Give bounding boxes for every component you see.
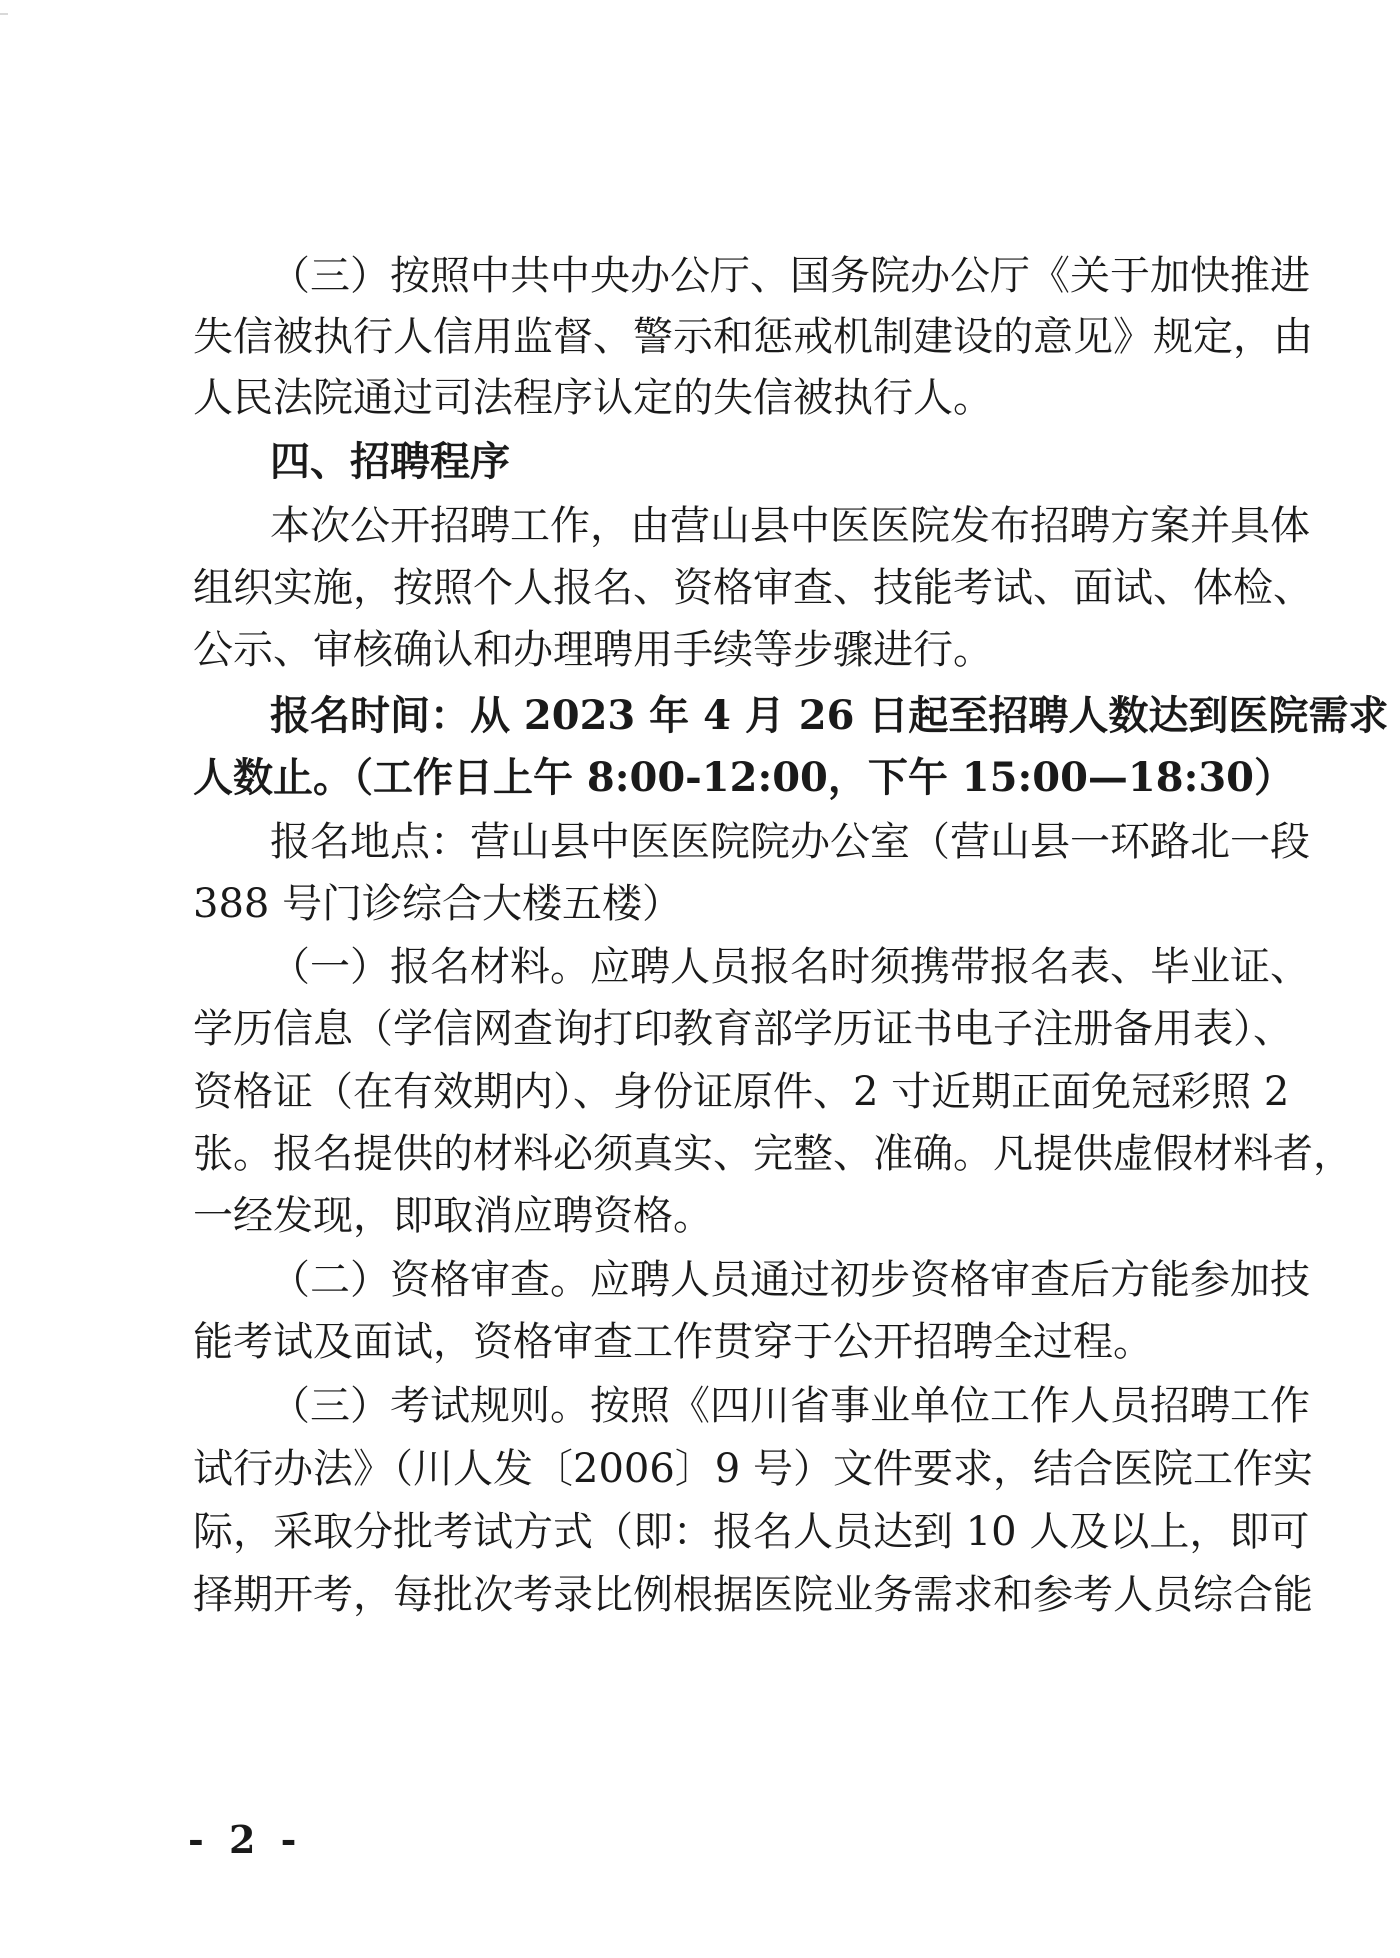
paragraph-line: 择期开考，每批次考录比例根据医院业务需求和参考人员综合能 [193,1572,1313,1618]
registration-location-line: 报名地点：营山县中医医院院办公室（营山县一环路北一段 [270,819,1310,865]
registration-time-line: 报名时间：从 2023 年 4 月 26 日起至招聘人数达到医院需求 [270,692,1389,739]
paragraph-line: （一）报名材料。应聘人员报名时须携带报名表、毕业证、 [270,944,1310,990]
paragraph-line: 资格证（在有效期内）、身份证原件、2 寸近期正面免冠彩照 2 [193,1069,1290,1115]
page-number: - 2 - [188,1817,303,1862]
paragraph-line: 一经发现，即取消应聘资格。 [193,1193,713,1239]
section-heading: 四、招聘程序 [270,439,510,485]
paragraph-line: （二）资格审查。应聘人员通过初步资格审查后方能参加技 [270,1257,1310,1303]
paragraph-line: 试行办法》（川人发〔2006〕9 号）文件要求，结合医院工作实 [193,1446,1313,1492]
paragraph-line: 学历信息（学信网查询打印教育部学历证书电子注册备用表）、 [193,1006,1293,1052]
paragraph-line: 失信被执行人信用监督、警示和惩戒机制建设的意见》规定，由 [193,314,1313,360]
paragraph-line: （三）考试规则。按照《四川省事业单位工作人员招聘工作 [270,1383,1310,1429]
paragraph-line: 能考试及面试，资格审查工作贯穿于公开招聘全过程。 [193,1319,1153,1365]
paragraph-line: （三）按照中共中央办公厅、国务院办公厅《关于加快推进 [270,253,1310,299]
paragraph-line: 张。报名提供的材料必须真实、完整、准确。凡提供虚假材料者， [193,1131,1353,1177]
paragraph-line: 人民法院通过司法程序认定的失信被执行人。 [193,375,993,421]
paragraph-line: 公示、审核确认和办理聘用手续等步骤进行。 [193,627,993,673]
paragraph-line: 际，采取分批考试方式（即：报名人员达到 10 人及以上，即可 [193,1509,1310,1555]
scan-artifact [0,13,8,15]
registration-location-line: 388 号门诊综合大楼五楼） [193,881,683,927]
paragraph-line: 本次公开招聘工作，由营山县中医医院发布招聘方案并具体 [270,503,1310,549]
paragraph-line: 组织实施，按照个人报名、资格审查、技能考试、面试、体检、 [193,565,1313,611]
registration-time-line: 人数止。（工作日上午 8:00-12:00，下午 15:00—18:30） [193,754,1294,801]
